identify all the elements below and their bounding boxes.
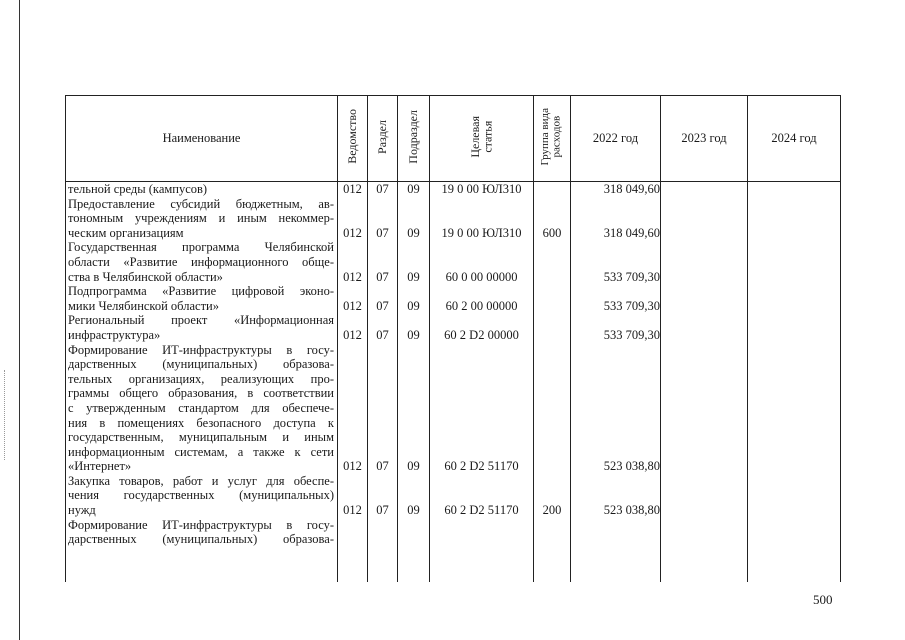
table-line-subsection: [398, 401, 429, 416]
table-line-expense-group: [534, 299, 570, 314]
table-line-target-article: [430, 284, 533, 299]
table-line-dept: [338, 430, 367, 445]
table-line-target-article: [430, 445, 533, 460]
header-expense-group: Группа вида расходов: [534, 96, 571, 182]
table-line-target-article: [430, 488, 533, 503]
table-line-expense-group: [534, 197, 570, 212]
table-line-dept: 012: [343, 327, 362, 342]
table-line-expense-group: [534, 343, 570, 358]
table-line-expense-group: [534, 313, 570, 328]
table-line-section: [368, 255, 397, 270]
table-line-name: тельной среды (кампусов): [68, 182, 208, 196]
table-line-name: ния в помещениях безопасного доступа к: [68, 415, 334, 430]
table-line-section: [368, 240, 397, 255]
table-line-name: Формирование ИТ-инфраструктуры в госу-: [68, 517, 334, 532]
table-line-name: Формирование ИТ-инфраструктуры в госу-: [68, 342, 334, 357]
table-line-2022: [571, 474, 660, 489]
column-2022: [571, 182, 661, 583]
table-line-subsection: [398, 343, 429, 358]
table-line-expense-group: 200: [542, 503, 562, 518]
table-header-row: [66, 96, 841, 182]
table-line-section: [368, 343, 397, 358]
table-line-dept: 012: [343, 298, 362, 313]
header-2022: 2022 год: [571, 96, 661, 182]
table-line-expense-group: [534, 518, 570, 533]
table-line-name: тономным учреждениям и иным некоммер-: [68, 211, 334, 226]
column-2023: [661, 182, 748, 583]
table-line-subsection: [398, 284, 429, 299]
table-line-subsection: [398, 488, 429, 503]
table-body-row: [66, 182, 841, 583]
table-line-target-article: 19 0 00 ЮЛ310: [441, 225, 522, 240]
table-line-section: [368, 430, 397, 445]
table-line-target-article: [430, 386, 533, 401]
table-line-name: области «Развитие информационного обще-: [68, 254, 334, 269]
table-line-name: нужд: [68, 503, 96, 518]
table-line-section: [368, 416, 397, 431]
table-line-name: ства в Челябинской области»: [68, 269, 223, 284]
table-line-dept: [338, 518, 367, 533]
table-line-dept: 012: [343, 503, 362, 518]
table-line-dept: 012: [343, 182, 362, 196]
page-number: 500: [813, 592, 833, 607]
table-line-dept: [338, 197, 367, 212]
table-line-target-article: [430, 372, 533, 387]
table-line-2022: 533 709,30: [603, 269, 660, 284]
table-line-subsection: [398, 416, 429, 431]
table-line-section: 07: [376, 459, 389, 474]
table-line-section: [368, 357, 397, 372]
table-line-2022: [571, 488, 660, 503]
table-line-name: Региональный проект «Информационная: [68, 313, 334, 328]
table-line-section: 07: [376, 327, 389, 342]
table-line-2022: [571, 372, 660, 387]
table-line-name: чения государственных (муниципальных): [68, 488, 334, 503]
column-subsection: [398, 182, 430, 583]
table-line-2022: [571, 357, 660, 372]
table-line-subsection: [398, 197, 429, 212]
table-line-expense-group: [534, 488, 570, 503]
table-line-name: дарственных (муниципальных) образова-: [68, 357, 334, 372]
table-line-target-article: [430, 343, 533, 358]
table-line-section: [368, 488, 397, 503]
table-line-2022: [571, 401, 660, 416]
table-line-expense-group: [534, 532, 570, 547]
table-line-expense-group: [534, 401, 570, 416]
table-line-expense-group: [534, 284, 570, 299]
column-section: [368, 182, 398, 583]
header-2024: 2024 год: [748, 96, 841, 182]
table-line-name: тельных организациях, реализующих про-: [68, 371, 334, 386]
table-line-expense-group: [534, 445, 570, 460]
table-line-name: информационным системам, а также к сети: [68, 444, 334, 459]
table-line-section: [368, 474, 397, 489]
table-line-2022: [571, 284, 660, 299]
table-line-subsection: [398, 386, 429, 401]
table-line-expense-group: [534, 416, 570, 431]
table-line-subsection: [398, 255, 429, 270]
table-line-subsection: [398, 445, 429, 460]
table-line-subsection: 09: [407, 225, 420, 240]
table-line-section: 07: [376, 182, 389, 196]
table-line-subsection: 09: [407, 182, 420, 196]
table-line-target-article: [430, 357, 533, 372]
table-line-target-article: [430, 211, 533, 226]
header-subsection: Подраздел: [398, 96, 430, 182]
table-line-target-article: [430, 430, 533, 445]
table-line-subsection: [398, 357, 429, 372]
table-line-dept: 012: [343, 225, 362, 240]
table-line-name: инфраструктура»: [68, 327, 161, 342]
table-line-expense-group: [534, 357, 570, 372]
table-line-2022: [571, 532, 660, 547]
table-line-subsection: 09: [407, 298, 420, 313]
header-name: Наименование: [66, 96, 338, 182]
table-line-2022: [571, 430, 660, 445]
budget-table: [65, 95, 841, 582]
table-line-dept: [338, 313, 367, 328]
table-line-2022: 523 038,80: [603, 503, 660, 518]
table-line-subsection: [398, 518, 429, 533]
column-name: [66, 182, 338, 583]
table-line-dept: 012: [343, 269, 362, 284]
column-dept: [338, 182, 368, 583]
table-line-dept: [338, 255, 367, 270]
table-line-section: [368, 445, 397, 460]
table-line-expense-group: [534, 474, 570, 489]
table-line-expense-group: [534, 328, 570, 343]
table-line-2022: 318 049,60: [603, 225, 660, 240]
table-line-2022: [571, 240, 660, 255]
table-line-2022: [571, 518, 660, 533]
table-line-target-article: 60 2 D2 51170: [444, 503, 519, 518]
table-line-name: ческим организациям: [68, 225, 184, 240]
table-line-name: Государственная программа Челябинской: [68, 240, 334, 255]
header-target-article: Целевая статья: [430, 96, 534, 182]
table-line-subsection: [398, 372, 429, 387]
table-line-subsection: [398, 474, 429, 489]
table-line-2022: [571, 386, 660, 401]
table-line-subsection: [398, 211, 429, 226]
table-line-subsection: 09: [407, 269, 420, 284]
table-line-section: [368, 401, 397, 416]
table-line-subsection: 09: [407, 459, 420, 474]
table-line-target-article: 19 0 00 ЮЛ310: [441, 182, 522, 196]
table-line-2022: 533 709,30: [603, 298, 660, 313]
table-line-name: с утвержденным стандартом для обеспече-: [68, 400, 334, 415]
table-line-dept: [338, 474, 367, 489]
table-line-section: [368, 532, 397, 547]
table-line-expense-group: [534, 240, 570, 255]
table-line-name: Подпрограмма «Развитие цифровой эконо-: [68, 284, 334, 299]
table-line-target-article: [430, 518, 533, 533]
table-line-expense-group: [534, 430, 570, 445]
table-line-section: 07: [376, 269, 389, 284]
table-line-target-article: [430, 401, 533, 416]
table-line-dept: [338, 416, 367, 431]
table-line-section: [368, 284, 397, 299]
table-line-dept: [338, 240, 367, 255]
table-line-target-article: 60 2 D2 51170: [444, 459, 519, 474]
table-line-2022: [571, 343, 660, 358]
table-line-2022: [571, 416, 660, 431]
binding-dotted-line: [4, 370, 6, 460]
column-expense-group: [534, 182, 571, 583]
table-line-subsection: [398, 313, 429, 328]
table-line-2022: [571, 211, 660, 226]
margin-line: [19, 0, 20, 640]
table-line-name: государственным, муниципальным и иным: [68, 430, 334, 445]
table-line-target-article: [430, 197, 533, 212]
table-line-dept: 012: [343, 459, 362, 474]
table-line-name: Предоставление субсидий бюджетным, ав-: [68, 196, 334, 211]
table-line-dept: [338, 357, 367, 372]
table-line-2022: [571, 445, 660, 460]
table-line-section: [368, 518, 397, 533]
header-dept: Ведомство: [338, 96, 368, 182]
table-line-dept: [338, 343, 367, 358]
table-line-dept: [338, 532, 367, 547]
column-target-article: [430, 182, 534, 583]
table-line-subsection: [398, 532, 429, 547]
table-line-section: 07: [376, 298, 389, 313]
table-line-name: дарственных (муниципальных) образова-: [68, 532, 334, 547]
table-line-expense-group: [534, 211, 570, 226]
table-line-expense-group: [534, 182, 570, 197]
table-line-target-article: [430, 474, 533, 489]
table-line-expense-group: [534, 270, 570, 285]
table-line-dept: [338, 372, 367, 387]
table-line-section: [368, 197, 397, 212]
header-2023: 2023 год: [661, 96, 748, 182]
table-line-2022: [571, 255, 660, 270]
table-line-target-article: 60 2 00 00000: [445, 298, 518, 313]
table-line-section: 07: [376, 225, 389, 240]
table-line-target-article: [430, 416, 533, 431]
table-line-section: [368, 211, 397, 226]
table-line-expense-group: [534, 459, 570, 474]
table-line-expense-group: [534, 372, 570, 387]
table-line-section: [368, 386, 397, 401]
table-line-subsection: [398, 240, 429, 255]
table-line-subsection: 09: [407, 327, 420, 342]
header-section: Раздел: [368, 96, 398, 182]
table-line-dept: [338, 284, 367, 299]
table-line-target-article: [430, 313, 533, 328]
table-line-2022: [571, 197, 660, 212]
table-line-target-article: [430, 240, 533, 255]
table-line-target-article: [430, 255, 533, 270]
table-line-2022: 533 709,30: [603, 327, 660, 342]
table-line-dept: [338, 386, 367, 401]
table-line-dept: [338, 488, 367, 503]
table-line-target-article: 60 0 00 00000: [445, 269, 518, 284]
table-line-section: 07: [376, 503, 389, 518]
table-line-section: [368, 313, 397, 328]
table-line-name: граммы общего образования, в соответствии: [68, 386, 334, 401]
table-line-dept: [338, 401, 367, 416]
table-line-name: «Интернет»: [68, 459, 132, 474]
table-line-target-article: 60 2 D2 00000: [444, 327, 519, 342]
table-line-expense-group: 600: [542, 225, 562, 240]
table-line-dept: [338, 211, 367, 226]
table-line-subsection: 09: [407, 503, 420, 518]
table-line-name: Закупка товаров, работ и услуг для обеспе-: [68, 473, 334, 488]
table-line-2022: [571, 313, 660, 328]
table-line-section: [368, 372, 397, 387]
table-line-name: мики Челябинской области»: [68, 298, 219, 313]
column-2024: [748, 182, 841, 583]
table-line-dept: [338, 445, 367, 460]
table-line-expense-group: [534, 255, 570, 270]
table-line-expense-group: [534, 386, 570, 401]
table-line-2022: 523 038,80: [603, 459, 660, 474]
table-line-2022: 318 049,60: [603, 182, 660, 196]
table-line-subsection: [398, 430, 429, 445]
table-line-target-article: [430, 532, 533, 547]
